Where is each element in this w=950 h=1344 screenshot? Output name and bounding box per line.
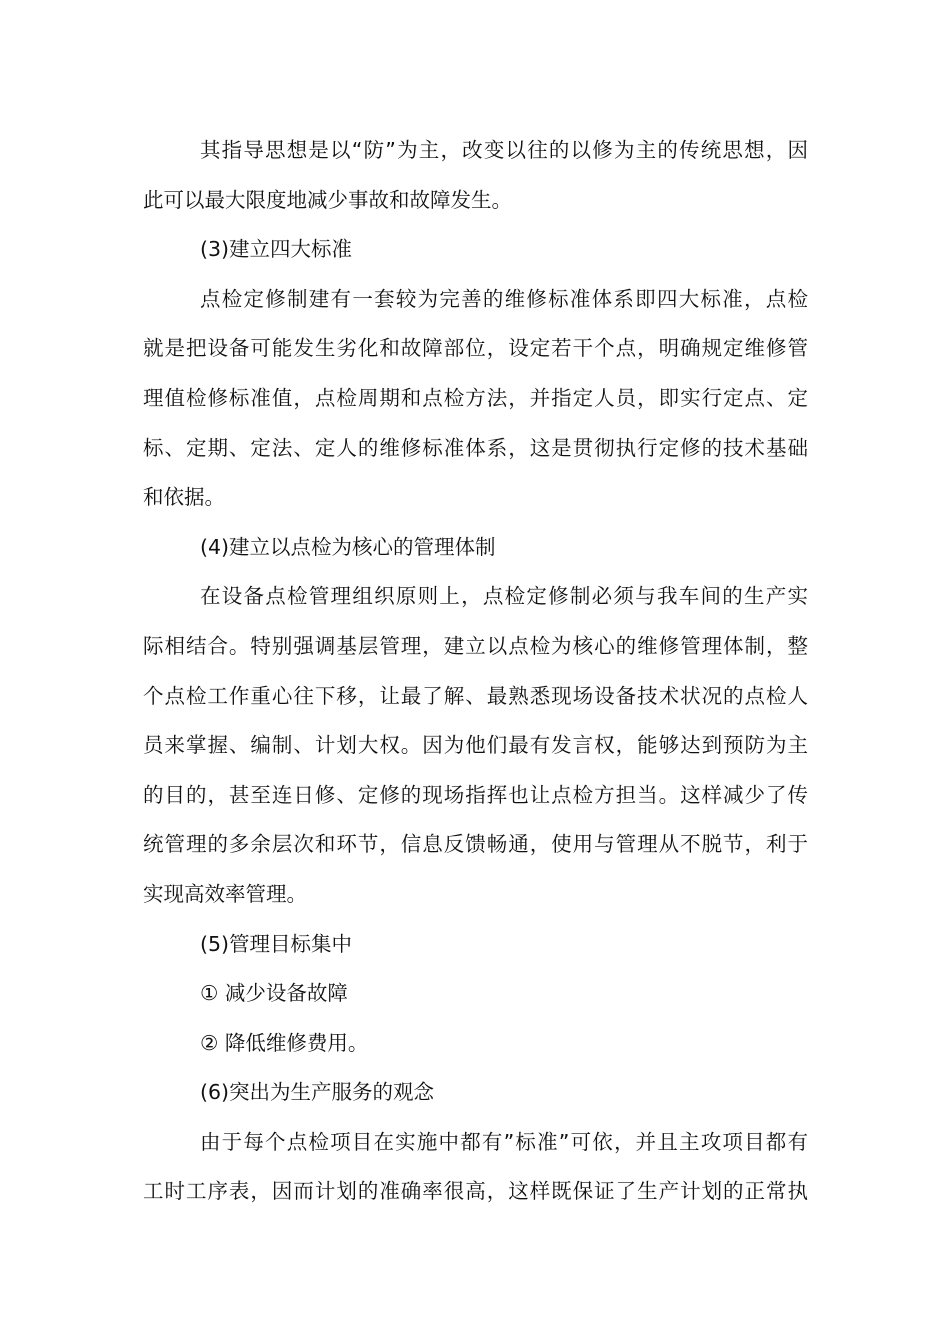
text-line: 和依据。 — [143, 485, 225, 510]
section-heading: (6)突出为生产服务的观念 — [200, 1080, 435, 1105]
section-heading: (5)管理目标集中 — [200, 931, 353, 956]
text-line: 点检定修制建有一套较为完善的维修标准体系即四大标准，点检 — [200, 286, 808, 311]
document-body — [143, 126, 808, 1217]
text-line: 理值检修标准值，点检周期和点检方法，并指定人员，即实行定点、定 — [143, 385, 808, 410]
text-line: 个点检工作重心往下移，让最了解、最熟悉现场设备技术状况的点检人 — [143, 683, 808, 708]
text-line: 实现高效率管理。 — [143, 881, 307, 906]
text-line: 标、定期、定法、定人的维修标准体系，这是贯彻执行定修的技术基础 — [143, 435, 808, 460]
text-line: 其指导思想是以“防”为主，改变以往的以修为主的传统思想，因 — [200, 138, 808, 162]
section-heading: (4)建立以点检为核心的管理体制 — [200, 534, 496, 559]
text-line: 由于每个点检项目在实施中都有”标准”可依，并且主攻项目都有 — [200, 1129, 808, 1154]
text-line: 工时工序表，因而计划的准确率很高，这样既保证了生产计划的正常执 — [143, 1179, 808, 1204]
section-heading: (3)建立四大标准 — [200, 237, 353, 262]
text-line: 就是把设备可能发生劣化和故障部位，设定若干个点，明确规定维修管 — [143, 336, 808, 361]
text-line: 际相结合。特别强调基层管理，建立以点检为核心的维修管理体制，整 — [143, 633, 808, 658]
text-line: 在设备点检管理组织原则上，点检定修制必须与我车间的生产实 — [200, 584, 808, 609]
list-item: ① 减少设备故障 — [200, 981, 348, 1006]
text-line: 员来掌握、编制、计划大权。因为他们最有发言权，能够达到预防为主 — [143, 733, 808, 758]
text-line: 统管理的多余层次和环节，信息反馈畅通，使用与管理从不脱节，利于 — [143, 832, 808, 857]
text-line: 此可以最大限度地减少事故和故障发生。 — [143, 187, 512, 212]
text-line: 的目的，甚至连日修、定修的现场指挥也让点检方担当。这样减少了传 — [143, 782, 808, 807]
list-item: ② 降低维修费用。 — [200, 1030, 369, 1055]
